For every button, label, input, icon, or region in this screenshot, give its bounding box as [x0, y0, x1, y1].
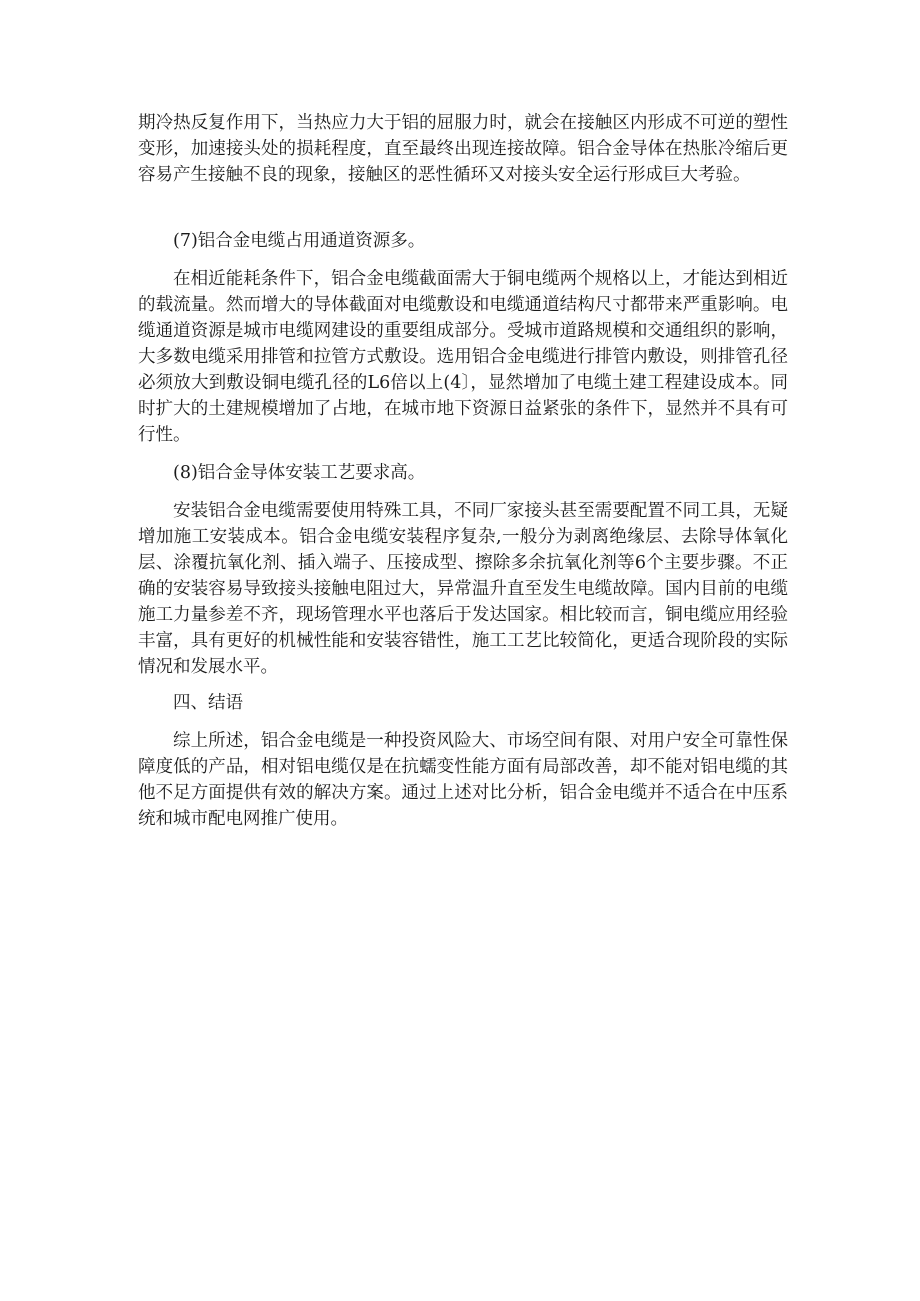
paragraph-conclusion: 综上所述，铝合金电缆是一种投资风险大、市场空间有限、对用户安全可靠性保障度低的产品，相对铝电缆仅是在抗蠕变性能方面有局部改善，却不能对铝电缆的其他不足方面提供有效的解决方案。通过上述对比分析，铝合金电缆并不适合在中压系统和城市配电网推广使用。	[138, 731, 788, 829]
heading-item-7: (7)铝合金电缆占用通道资源多。	[173, 231, 426, 251]
paragraph-item-8: 安装铝合金电缆需要使用特殊工具，不同厂家接头甚至需要配置不同工具，无疑增加施工安装成本。铝合金电缆安装程序复杂,一般分为剥离绝缘层、去除导体氧化层、涂覆抗氧化剂、插入端子、压接成型、擦除多余抗氧化剂等6个主要步骤。不正确的安装容易导致接头接触电阻过大，异常温升直至发生电缆故障。国内目前的电缆施工力量参差不齐，现场管理水平也落后于发达国家。相比较而言，铜电缆应用经验丰富，具有更好的机械性能和安装容错性，施工工艺比较简化，更适合现阶段的实际情况和发展水平。	[138, 501, 788, 677]
paragraph-item-7: 在相近能耗条件下，铝合金电缆截面需大于铜电缆两个规格以上，才能达到相近的载流量。然而增大的导体截面对电缆敷设和电缆通道结构尺寸都带来严重影响。电缆通道资源是城市电缆网建设的重要组成部分。受城市道路规模和交通组织的影响，大多数电缆采用排管和拉管方式敷设。选用铝合金电缆进行排管内敷设，则排管孔径必须放大到敷设铜电缆孔径的L6倍以上(4〕，显然增加了电缆土建工程建设成本。同时扩大的土建规模增加了占地，在城市地下资源日益紧张的条件下，显然并不具有可行性。	[138, 269, 788, 445]
paragraph-continued: 期冷热反复作用下，当热应力大于铝的屈服力时，就会在接触区内形成不可逆的塑性变形，加速接头处的损耗程度，直至最终出现连接故障。铝合金导体在热胀冷缩后更容易产生接触不良的现象，接触区的恶性循环又对接头安全运行形成巨大考验。	[138, 113, 788, 185]
section-heading-conclusion: 四、结语	[173, 693, 243, 713]
heading-item-8: (8)铝合金导体安装工艺要求高。	[173, 463, 426, 483]
